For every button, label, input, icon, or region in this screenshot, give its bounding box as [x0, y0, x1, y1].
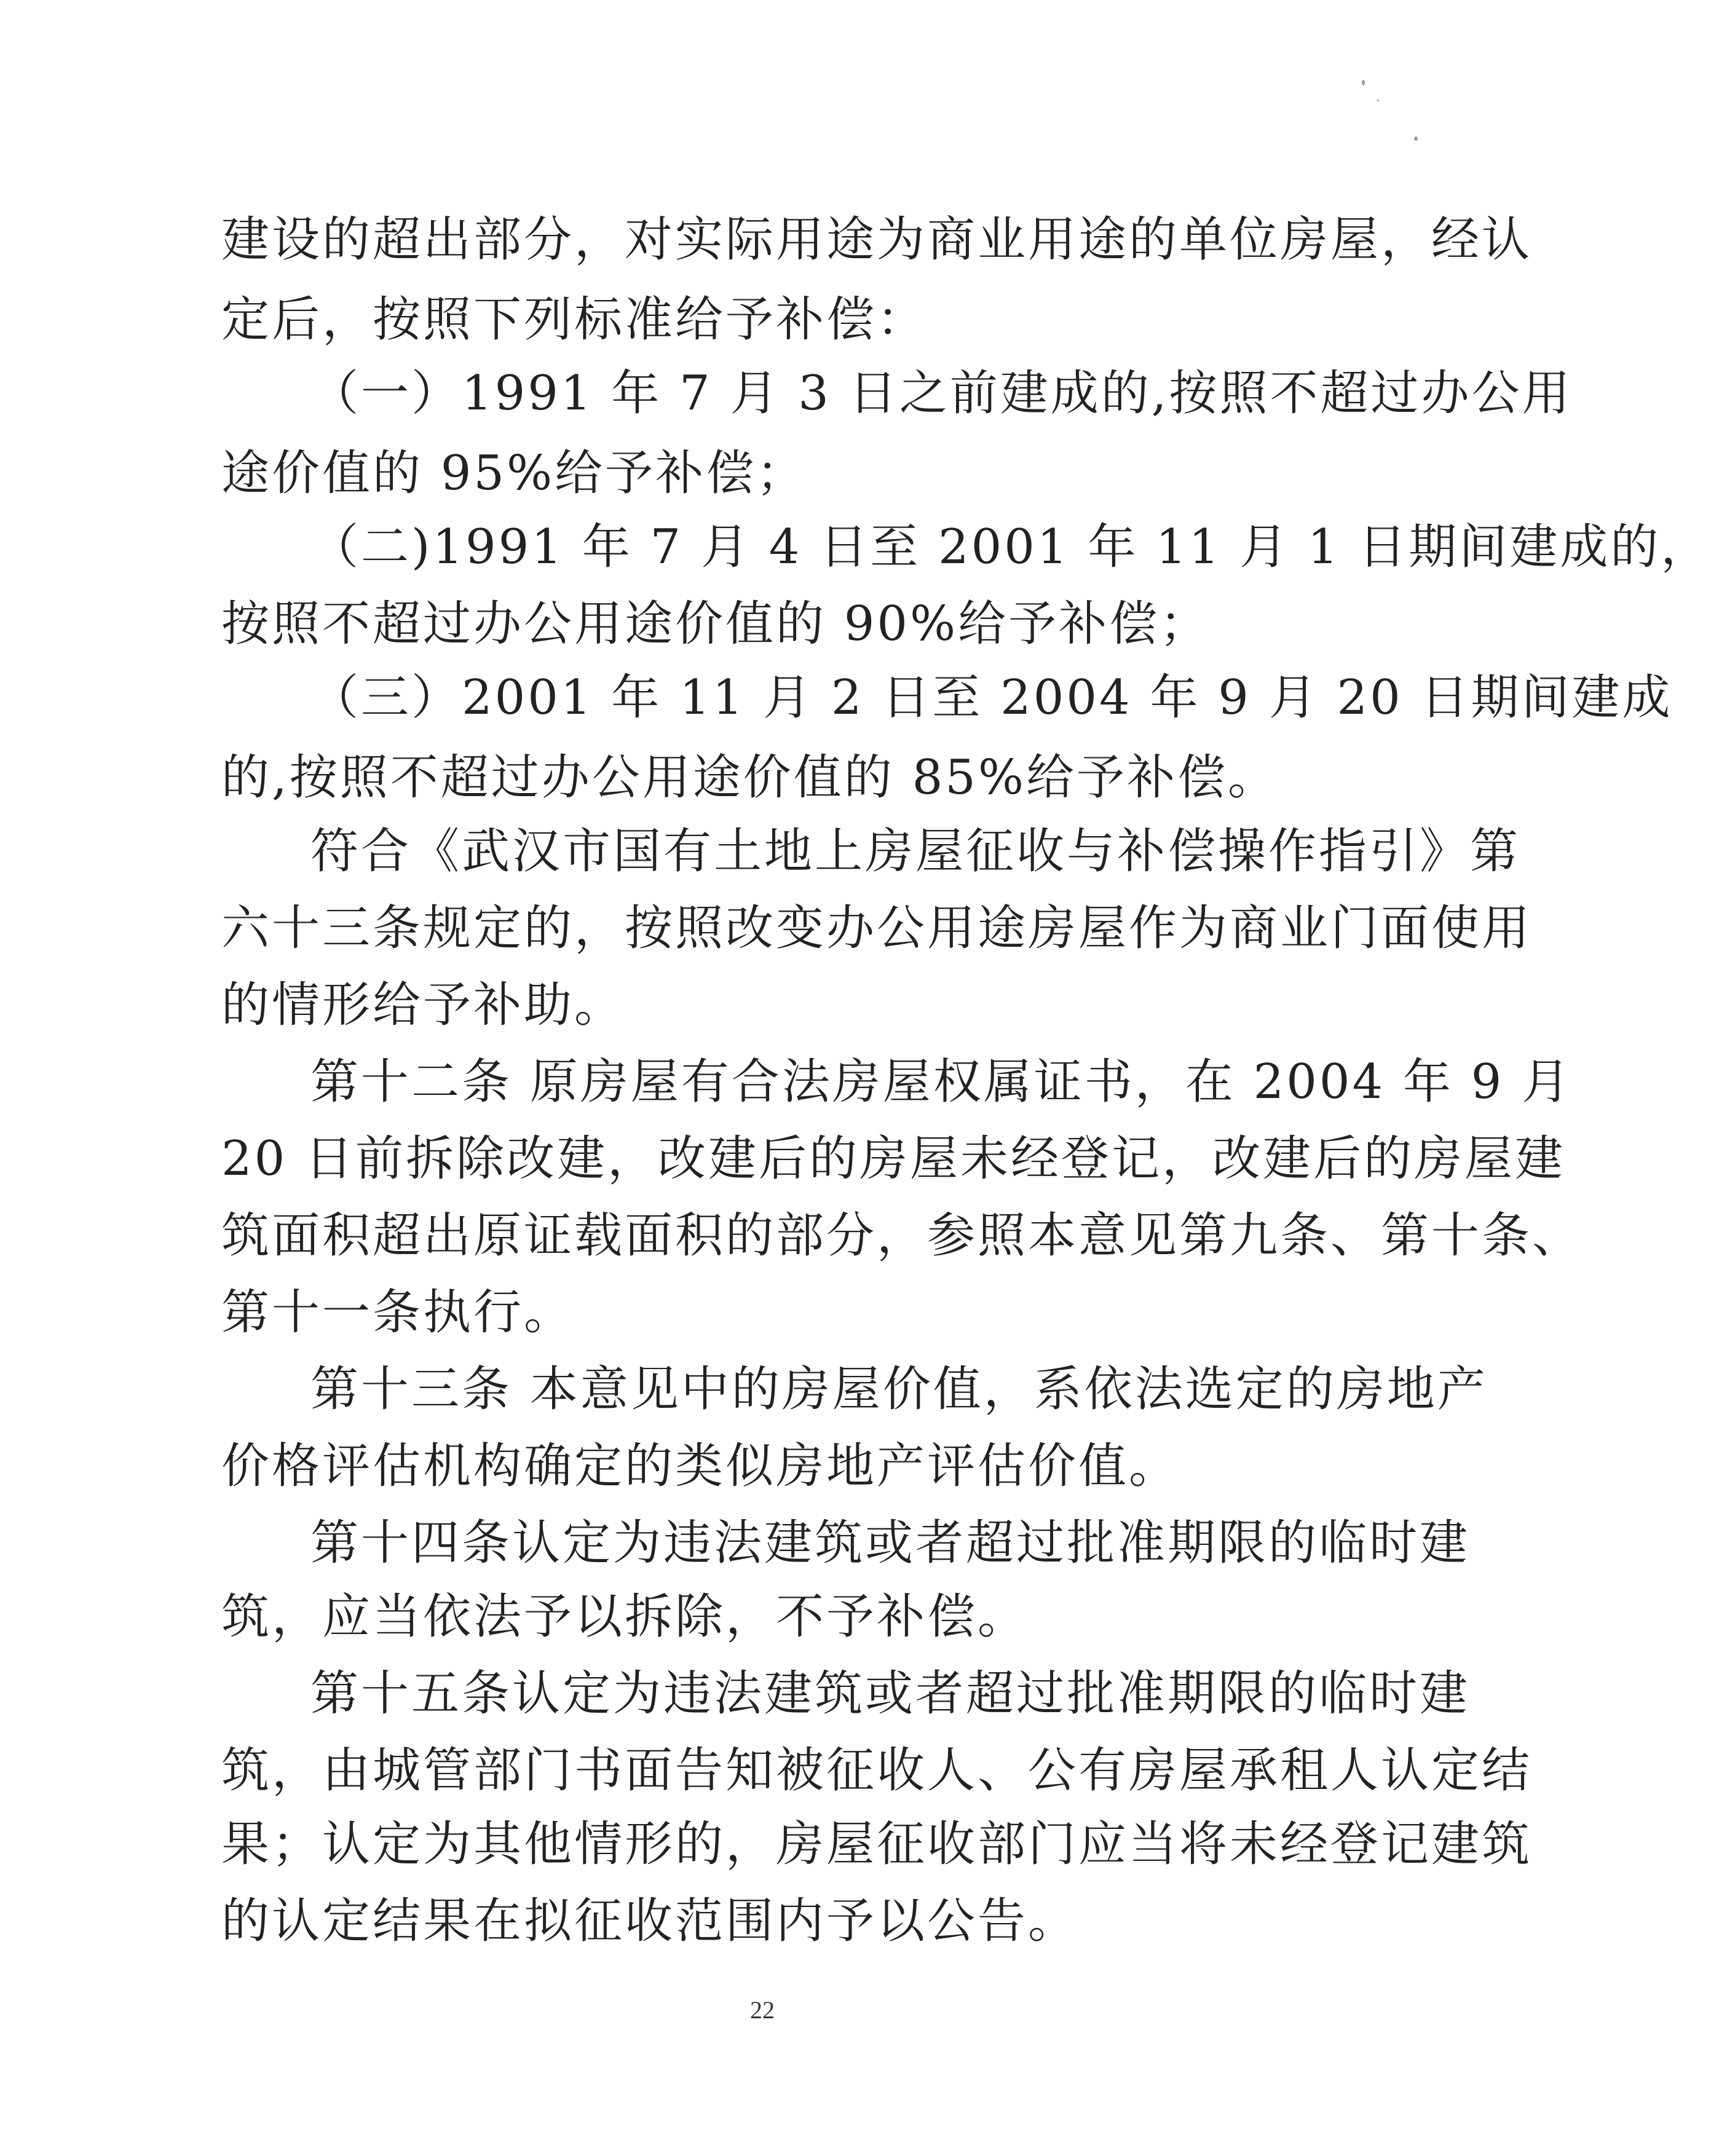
text-line: 定后，按照下列标准给予补偿：	[221, 292, 928, 347]
text-line: 筑，由城管部门书面告知被征收人、公有房屋承租人认定结	[221, 1743, 1533, 1798]
text-line: 按照不超过办公用途价值的 90%给予补偿；	[221, 596, 1211, 652]
text-line: 的认定结果在拟征收范围内予以公告。	[221, 1893, 1079, 1949]
text-line: 符合《武汉市国有土地上房屋征收与补偿操作指引》第	[310, 824, 1521, 879]
text-line: 的,按照不超过办公用途价值的 85%给予补偿。	[221, 750, 1278, 805]
text-line: 果；认定为其他情形的，房屋征收部门应当将未经登记建筑	[221, 1817, 1533, 1872]
text-line: （二)1991 年 7 月 4 日至 2001 年 11 月 1 日期间建成的，	[310, 519, 1711, 575]
text-line: 六十三条规定的，按照改变办公用途房屋作为商业门面使用	[221, 901, 1533, 956]
text-line: （一）1991 年 7 月 3 日之前建成的,按照不超过办公用	[310, 366, 1573, 421]
text-line: 20 日前拆除改建，改建后的房屋未经登记，改建后的房屋建	[221, 1131, 1566, 1187]
text-line: 第十四条认定为违法建筑或者超过批准期限的临时建	[310, 1515, 1471, 1571]
text-line: 第十三条 本意见中的房屋价值，系依法选定的房地产	[310, 1362, 1488, 1417]
text-line: 第十一条执行。	[221, 1285, 575, 1340]
text-line: 第十二条 原房屋有合法房屋权属证书，在 2004 年 9 月	[310, 1054, 1573, 1110]
text-line: 筑面积超出原证载面积的部分，参照本意见第九条、第十条、	[221, 1208, 1583, 1263]
page-number: 22	[750, 1996, 775, 2024]
scan-speck	[1362, 80, 1365, 85]
text-line: 价格评估机构确定的类似房地产评估价值。	[221, 1439, 1180, 1494]
text-line: 途价值的 95%给予补偿；	[221, 446, 807, 501]
text-line: 的情形给予补助。	[221, 977, 625, 1033]
text-line: 第十五条认定为违法建筑或者超过批准期限的临时建	[310, 1666, 1471, 1721]
text-line: 筑，应当依法予以拆除，不予补偿。	[221, 1589, 1029, 1645]
text-line: 建设的超出部分，对实际用途为商业用途的单位房屋，经认	[221, 212, 1533, 267]
scan-speck	[1377, 100, 1379, 101]
text-line: （三）2001 年 11 月 2 日至 2004 年 9 月 20 日期间建成	[310, 670, 1673, 725]
scan-speck	[1414, 136, 1418, 141]
